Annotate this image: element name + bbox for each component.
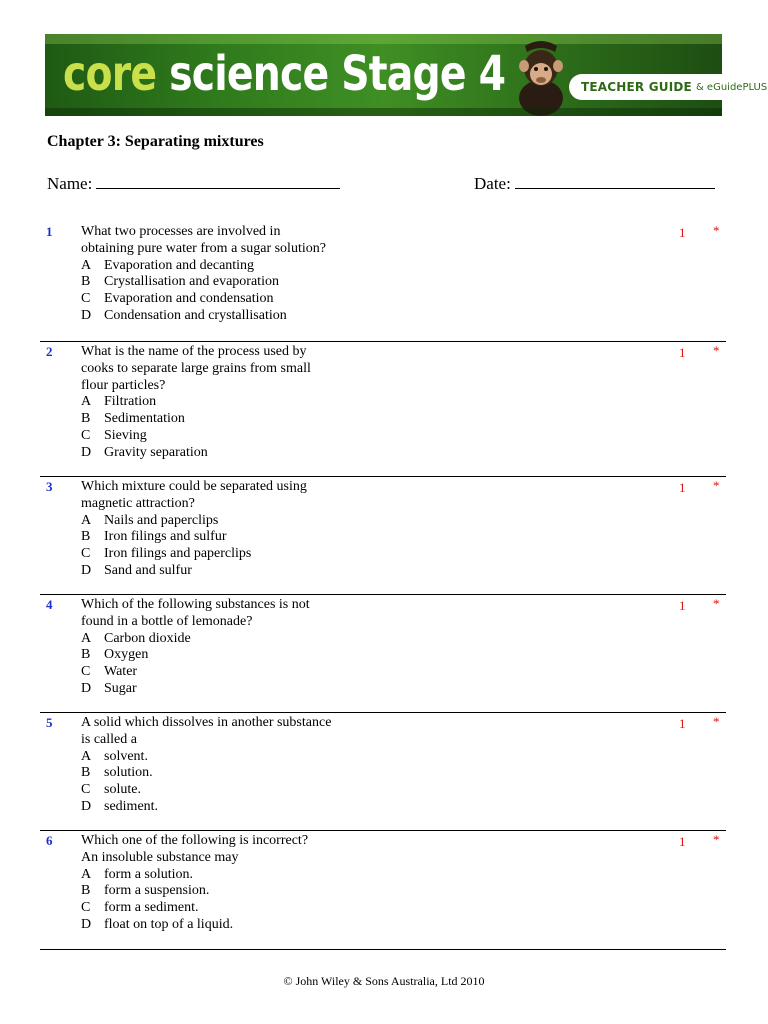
option-c[interactable] [81,546,381,563]
option-a[interactable] [81,513,381,530]
option-text: Sugar [104,680,137,696]
option-text: Crystallisation and evaporation [104,274,279,290]
option-c[interactable] [81,900,381,917]
option-letter: A [81,748,92,764]
brand-core-text: core [63,46,157,102]
question-text: What is the name of the process used by cooks to separate large grains from small flour particles? [81,344,311,393]
question-body [81,344,381,462]
name-blank-line[interactable] [96,172,340,189]
option-text: Sieving [104,427,147,443]
question-star: * [713,596,720,611]
option-text: Water [104,664,138,680]
question-number: 1 [46,224,53,239]
option-a[interactable] [81,394,381,411]
option-b[interactable] [81,765,381,782]
question-body [81,597,381,698]
question-star: * [713,343,720,358]
question-number: 2 [46,344,53,359]
question-body [81,224,381,325]
brand-logo [63,46,505,102]
option-b[interactable] [81,274,381,291]
option-letter: C [81,664,91,680]
option-b[interactable] [81,529,381,546]
name-label: Name: [47,174,93,193]
option-c[interactable] [81,291,381,308]
question-marks: 1 [679,225,686,240]
option-b[interactable] [81,883,381,900]
date-blank-line[interactable] [515,172,715,189]
option-text: solution. [104,765,153,781]
option-letter: B [81,529,91,545]
question-text: Which one of the following is incorrect? An insoluble substance may [81,833,309,865]
option-letter: D [81,307,92,323]
question-number: 6 [46,833,53,848]
teacher-guide-badge [569,74,768,100]
option-text: Iron filings and paperclips [104,546,252,562]
question-3 [40,476,726,578]
option-text: Evaporation and decanting [104,257,255,273]
option-text: form a suspension. [104,883,210,899]
option-letter: C [81,900,91,916]
option-letter: B [81,765,91,781]
header-banner [45,34,768,116]
question-marks: 1 [679,480,686,495]
option-c[interactable] [81,782,381,799]
name-field [47,172,340,194]
question-number: 4 [46,597,53,612]
date-label: Date: [474,174,511,193]
question-marks: 1 [679,834,686,849]
chapter-title: Chapter 3: Separating mixtures [47,133,264,150]
date-field [474,172,715,194]
option-text: sediment. [104,798,159,814]
option-a[interactable] [81,749,381,766]
question-marks: 1 [679,598,686,613]
option-d[interactable] [81,681,381,698]
option-text: Evaporation and condensation [104,291,274,307]
option-text: form a sediment. [104,900,199,916]
question-body [81,833,381,934]
option-a[interactable] [81,258,381,275]
option-text: Oxygen [104,647,149,663]
option-d[interactable] [81,917,381,934]
option-letter: A [81,866,92,882]
option-d[interactable] [81,799,381,816]
badge-sub-text: & eGuidePLUS [695,81,768,93]
option-letter: D [81,562,92,578]
option-d[interactable] [81,563,381,580]
question-text: Which of the following substances is not found in a bottle of lemonade? [81,597,310,629]
option-letter: C [81,291,91,307]
question-star: * [713,714,720,729]
question-star: * [713,223,720,238]
option-text: Nails and paperclips [104,512,219,528]
question-body [81,479,381,580]
question-2 [40,341,726,460]
question-body [81,715,381,816]
question-star: * [713,832,720,847]
option-letter: B [81,647,91,663]
option-text: Sedimentation [104,411,185,427]
option-b[interactable] [81,647,381,664]
option-text: solute. [104,782,141,798]
question-6 [40,830,726,932]
option-a[interactable] [81,631,381,648]
option-a[interactable] [81,867,381,884]
question-number: 5 [46,715,53,730]
option-text: form a solution. [104,866,194,882]
option-letter: D [81,916,92,932]
option-letter: B [81,411,91,427]
option-text: solvent. [104,748,148,764]
option-text: Condensation and crystallisation [104,307,287,323]
chimpanzee-image [515,38,567,112]
question-text: What two processes are involved in obtaining pure water from a sugar solution? [81,224,326,256]
option-d[interactable] [81,308,381,325]
option-b[interactable] [81,411,381,428]
question-marks: 1 [679,716,686,731]
question-4 [40,594,726,696]
option-letter: D [81,680,92,696]
option-letter: D [81,444,92,460]
brand-title-text: science Stage 4 [169,46,506,102]
option-letter: A [81,257,92,273]
bottom-divider [40,949,726,950]
question-text: Which mixture could be separated using magnetic attraction? [81,479,307,511]
question-5 [40,712,726,814]
option-letter: A [81,394,92,410]
question-number: 3 [46,479,53,494]
question-marks: 1 [679,345,686,360]
option-letter: A [81,630,92,646]
option-c[interactable] [81,664,381,681]
question-star: * [713,478,720,493]
option-letter: D [81,798,92,814]
badge-main-text: TEACHER GUIDE [581,80,692,94]
option-text: Carbon dioxide [104,630,191,646]
option-letter: C [81,427,91,443]
option-d[interactable] [81,445,381,462]
option-letter: C [81,782,91,798]
option-text: Gravity separation [104,444,208,460]
option-text: Iron filings and sulfur [104,529,227,545]
question-text: A solid which dissolves in another substance is called a [81,715,332,747]
option-text: Filtration [104,394,157,410]
option-letter: B [81,883,91,899]
option-letter: C [81,546,91,562]
option-letter: B [81,274,91,290]
option-text: float on top of a liquid. [104,916,234,932]
footer-copyright: © John Wiley & Sons Australia, Ltd 2010 [283,974,485,988]
option-text: Sand and sulfur [104,562,192,578]
option-c[interactable] [81,428,381,445]
option-letter: A [81,512,92,528]
